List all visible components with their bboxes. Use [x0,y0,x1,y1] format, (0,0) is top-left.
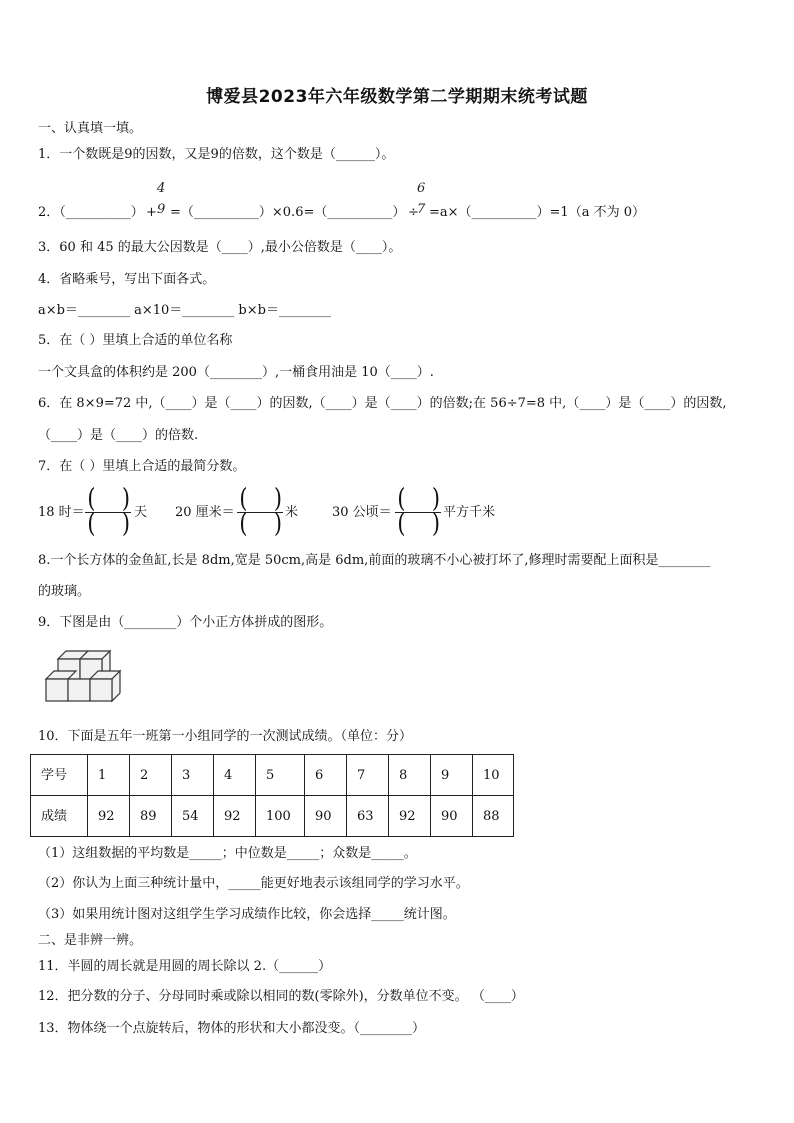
table-cell: 7 [347,755,389,796]
q7-a-den-paren: ( ) [87,509,131,539]
question-10-part-3: （3）如果用统计图对这组学生学习成绩作比较，你会选择_____统计图。 [38,907,456,922]
table-row [31,755,514,796]
table-cell: 88 [473,796,514,837]
q7-b-den-paren: ( ) [239,509,283,539]
scores-table [30,754,514,837]
table-header-cell: 成绩 [31,796,88,837]
section-heading-2: 二、是非辨一辨。 [38,933,143,948]
q2-suffix: =a×（__________）=1（a 不为 0） [429,205,645,220]
question-4: 4．省略乘号，写出下面各式。 [38,272,216,287]
question-6-line-2: （____）是（____）的倍数. [38,428,199,443]
table-cell: 90 [305,796,347,837]
question-13: 13．物体绕一个点旋转后，物体的形状和大小都没变。（________） [38,1021,426,1036]
table-cell: 3 [172,755,214,796]
section-heading-1: 一、认真填一填。 [38,121,143,136]
cube-figure [40,645,132,709]
table-header-cell: 学号 [31,755,88,796]
q7-c-num-paren: ( ) [397,484,441,514]
q2-prefix: 2．（__________） [38,205,144,220]
table-cell: 54 [172,796,214,837]
table-cell: 5 [256,755,305,796]
q7-a-unit: 天 [134,505,148,520]
q2-plus: + [146,205,157,220]
table-cell: 10 [473,755,514,796]
question-5: 5．在（ ）里填上合适的单位名称 [38,333,233,348]
table-cell: 92 [389,796,431,837]
table-cell: 100 [256,796,305,837]
page-title: 博爱县2023年六年级数学第二学期期末统考试题 [206,87,588,107]
table-cell: 6 [305,755,347,796]
question-10: 10．下面是五年一班第一小组同学的一次测试成绩。（单位：分） [38,729,413,744]
q7-c-label: 30 公顷＝ [332,505,392,520]
table-cell: 4 [214,755,256,796]
question-10-part-2: （2）你认为上面三种统计量中，_____能更好地表示该组同学的学习水平。 [38,876,469,891]
question-8-line-1: 8.一个长方体的金鱼缸,长是 8dm,宽是 50cm,高是 6dm,前面的玻璃不小心被打坏了,修理时需要配上面积是________ [38,553,711,568]
question-7: 7．在（ ）里填上合适的最简分数。 [38,459,246,474]
table-cell: 2 [130,755,172,796]
question-9: 9．下图是由（________）个小正方体拼成的图形。 [38,615,333,630]
q2-fraction-1-numerator: 4 [157,181,166,196]
table-cell: 90 [431,796,473,837]
question-3: 3．60 和 45 的最大公因数是（____）,最小公倍数是（____）。 [38,240,402,255]
table-cell: 92 [88,796,130,837]
table-cell: 9 [431,755,473,796]
table-row [31,796,514,837]
q7-c-unit: 平方千米 [443,505,496,520]
q2-fraction-2-denominator: 7 [417,202,426,217]
q2-divide: ÷ [408,205,419,220]
q2-fraction-2-numerator: 6 [417,181,426,196]
table-cell: 89 [130,796,172,837]
table-cell: 63 [347,796,389,837]
question-11: 11．半圆的周长就是用圆的周长除以 2.（______） [38,959,332,974]
q7-b-unit: 米 [285,505,299,520]
question-12: 12．把分数的分子、分母同时乘或除以相同的数(零除外)，分数单位不变。 （____） [38,989,524,1004]
q7-a-num-paren: ( ) [87,484,131,514]
q2-middle: =（__________）×0.6=（__________） [170,205,406,220]
table-cell: 1 [88,755,130,796]
q2-fraction-1-denominator: 9 [157,202,166,217]
q7-a-label: 18 时＝ [38,505,85,520]
q7-b-num-paren: ( ) [239,484,283,514]
question-10-part-1: （1）这组数据的平均数是_____；中位数是_____；众数是_____。 [38,846,417,861]
question-6-line-1: 6．在 8×9=72 中,（____）是（____）的因数,（____）是（____）的倍数;在 56÷7=8 中,（____）是（____）的因数, [38,396,727,411]
question-8-line-2: 的玻璃。 [38,584,91,599]
question-1: 1．一个数既是9的因数，又是9的倍数，这个数是（______）。 [38,147,395,162]
q7-b-label: 20 厘米＝ [175,505,235,520]
table-cell: 8 [389,755,431,796]
table-cell: 92 [214,796,256,837]
question-4-line: a×b＝________ a×10＝________ b×b＝________ [38,303,331,318]
q7-c-den-paren: ( ) [397,509,441,539]
question-5-line: 一个文具盒的体积约是 200（________）,一桶食用油是 10（____）. [38,365,434,380]
